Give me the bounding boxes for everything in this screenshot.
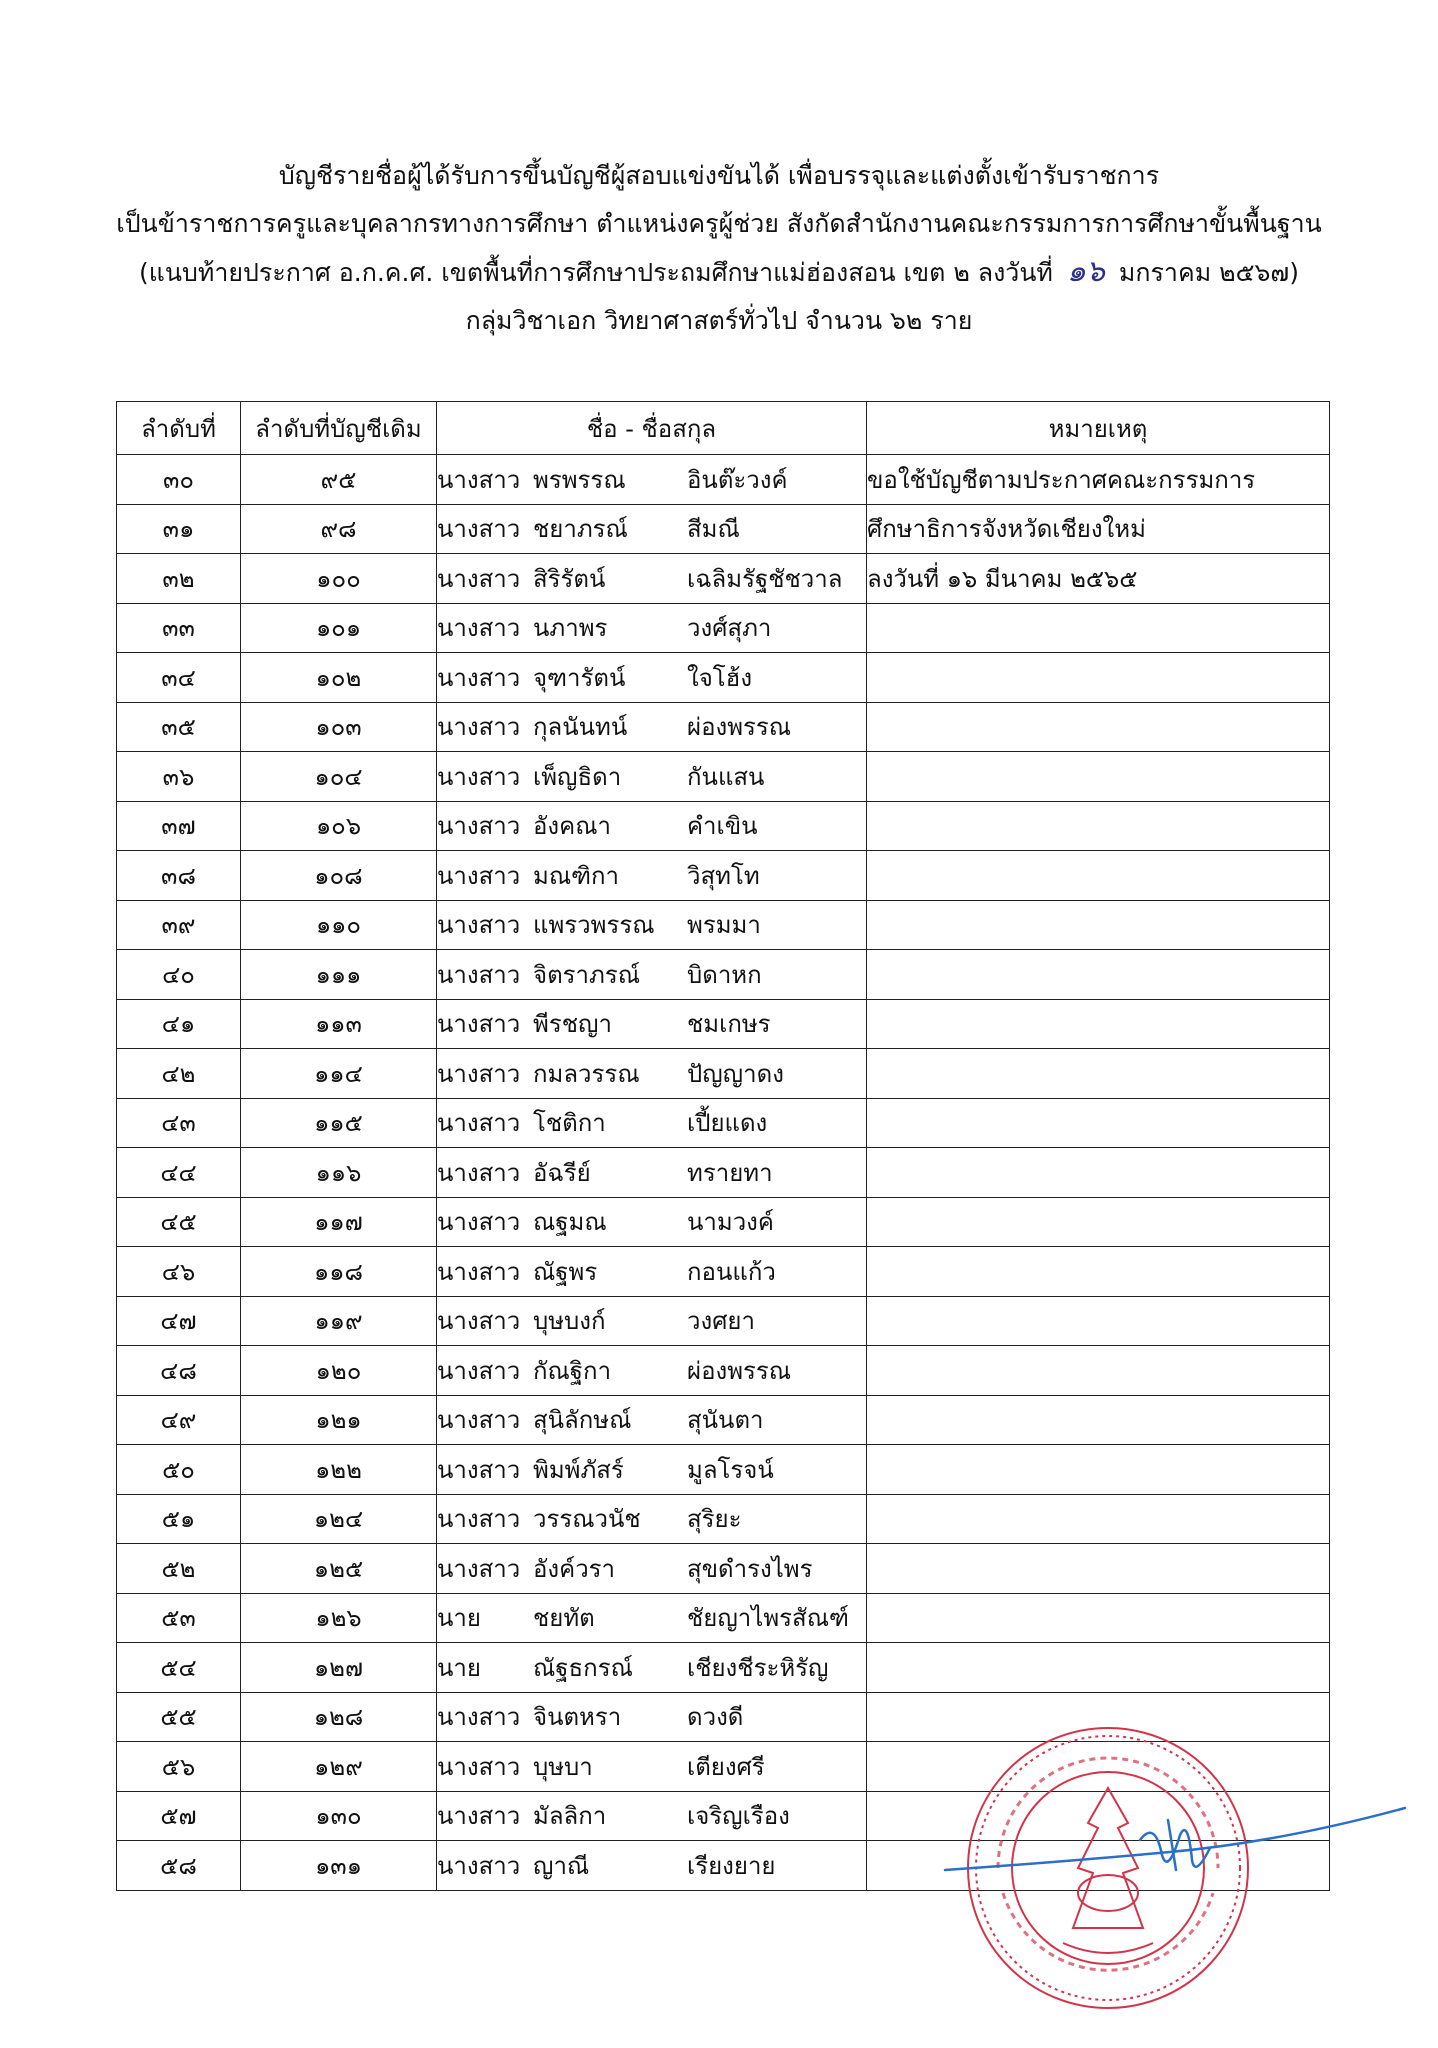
cell-name [437,455,867,505]
name-title: นางสาว [437,911,521,940]
cell-no: ๔๑ [117,999,241,1049]
last-name: ชัยญาไพรสัณฑ์ [687,1604,849,1633]
last-name: บิดาหก [687,960,762,989]
cell-name [437,999,867,1049]
name-title: นางสาว [437,1851,521,1880]
cell-remark [867,702,1330,752]
cell-original-no: ๑๐๐ [241,554,437,604]
table-row [117,1346,1330,1396]
name-title: นางสาว [437,1158,521,1187]
first-name: พิมพ์ภัสร์ [533,1455,624,1484]
name-title: นางสาว [437,465,521,494]
cell-name [437,1692,867,1742]
cell-original-no: ๑๑๗ [241,1197,437,1247]
cell-remark [867,1593,1330,1643]
last-name: ใจโฮ้ง [687,663,753,692]
cell-no: ๕๑ [117,1494,241,1544]
cell-original-no: ๑๒๐ [241,1346,437,1396]
column-header-remark: หมายเหตุ [867,402,1330,455]
cell-no: ๓๙ [117,900,241,950]
cell-name [437,1148,867,1198]
name-title: นาย [437,1604,481,1633]
header-line-4: กลุ่มวิชาเอก วิทยาศาสตร์ทั่วไป จำนวน ๖๒ ราย [465,306,973,335]
name-title: นางสาว [437,564,521,593]
cell-name [437,900,867,950]
table-row [117,1445,1330,1495]
first-name: ณฐมณ [533,1208,607,1237]
cell-no: ๓๗ [117,801,241,851]
cell-no: ๓๑ [117,504,241,554]
first-name: พีรชญา [533,1010,612,1039]
last-name: สุนันตา [687,1406,764,1435]
last-name: สุขดำรงไพร [687,1554,813,1583]
cell-remark [867,1346,1330,1396]
cell-original-no: ๑๒๒ [241,1445,437,1495]
last-name: พรมมา [687,911,761,940]
cell-original-no: ๑๒๖ [241,1593,437,1643]
table-row [117,603,1330,653]
cell-remark [867,1148,1330,1198]
table-row [117,1098,1330,1148]
first-name: กัณฐิกา [533,1356,612,1385]
name-title: นางสาว [437,1257,521,1286]
cell-name [437,1247,867,1297]
last-name: เตียงศรี [687,1752,765,1781]
last-name: กันแสน [687,762,765,791]
first-name: พรพรรณ [533,465,626,494]
name-title: นางสาว [437,1505,521,1534]
cell-no: ๔๘ [117,1346,241,1396]
cell-original-no: ๑๓๐ [241,1791,437,1841]
first-name: บุษบงก์ [533,1307,606,1336]
name-title: นางสาว [437,812,521,841]
cell-no: ๔๒ [117,1049,241,1099]
header-line-3-prefix: (แนบท้ายประกาศ อ.ก.ค.ศ. เขตพื้นที่การศึกษาประถมศึกษาแม่ฮ่องสอน เขต ๒ ลงวันที่ [139,258,1053,287]
cell-name [437,702,867,752]
name-title: นางสาว [437,1802,521,1831]
last-name: วงศยา [687,1307,755,1336]
last-name: ทรายทา [687,1158,773,1187]
cell-remark [867,1544,1330,1594]
cell-no: ๕๕ [117,1692,241,1742]
first-name: จิตราภรณ์ [533,960,640,989]
cell-no: ๔๔ [117,1148,241,1198]
name-title: นางสาว [437,1752,521,1781]
name-title: นางสาว [437,1010,521,1039]
cell-original-no: ๙๘ [241,504,437,554]
last-name: ดวงดี [687,1703,744,1732]
cell-no: ๔๙ [117,1395,241,1445]
cell-no: ๓๒ [117,554,241,604]
first-name: ญาณี [533,1851,590,1880]
cell-original-no: ๑๑๕ [241,1098,437,1148]
table-row [117,1395,1330,1445]
cell-remark [867,1395,1330,1445]
table-row [117,1643,1330,1693]
table-row [117,504,1330,554]
cell-original-no: ๑๒๑ [241,1395,437,1445]
cell-name [437,950,867,1000]
cell-remark [867,999,1330,1049]
cell-remark [867,653,1330,703]
cell-remark [867,1643,1330,1693]
table-row [117,1494,1330,1544]
cell-no: ๓๐ [117,455,241,505]
cell-remark [867,801,1330,851]
cell-remark [867,950,1330,1000]
cell-remark [867,752,1330,802]
table-row [117,900,1330,950]
cell-original-no: ๑๒๘ [241,1692,437,1742]
first-name: บุษบา [533,1752,593,1781]
cell-remark [867,900,1330,950]
table-body [117,455,1330,1891]
first-name: ณัฐธกรณ์ [533,1653,633,1682]
cell-remark [867,1247,1330,1297]
cell-no: ๓๖ [117,752,241,802]
cell-no: ๕๒ [117,1544,241,1594]
first-name: มัลลิกา [533,1802,607,1831]
first-name: เพ็ญธิดา [533,762,622,791]
cell-original-no: ๙๕ [241,455,437,505]
cell-no: ๕๖ [117,1742,241,1792]
cell-remark: ลงวันที่ ๑๖ มีนาคม ๒๕๖๕ [867,554,1330,604]
cell-name [437,1346,867,1396]
cell-name [437,1643,867,1693]
cell-no: ๔๐ [117,950,241,1000]
cell-no: ๔๗ [117,1296,241,1346]
last-name: คำเขิน [687,812,758,841]
cell-original-no: ๑๑๘ [241,1247,437,1297]
first-name: ชยาภรณ์ [533,515,628,544]
cell-name [437,1098,867,1148]
cell-remark [867,1296,1330,1346]
cell-no: ๕๘ [117,1841,241,1891]
cell-remark [867,851,1330,901]
last-name: อินต๊ะวงค์ [687,465,788,494]
first-name: อังคณา [533,812,611,841]
cell-name [437,801,867,851]
first-name: ชยทัต [533,1604,595,1633]
cell-remark [867,1098,1330,1148]
cell-no: ๕๔ [117,1643,241,1693]
header-line-2: เป็นข้าราชการครูและบุคลากรทางการศึกษา ตำแหน่งครูผู้ช่วย สังกัดสำนักงานคณะกรรมการการศึกษาขั้นพื้นฐาน [116,209,1322,238]
first-name: วรรณวนัช [533,1505,641,1534]
column-header-name: ชื่อ - ชื่อสกุล [437,402,867,455]
last-name: กอนแก้ว [687,1257,776,1286]
cell-no: ๓๓ [117,603,241,653]
first-name: นภาพร [533,614,608,643]
column-header-no: ลำดับที่ [117,402,241,455]
cell-name [437,1742,867,1792]
table-row [117,554,1330,604]
cell-remark [867,603,1330,653]
name-title: นางสาว [437,1554,521,1583]
cell-original-no: ๑๑๖ [241,1148,437,1198]
cell-no: ๔๓ [117,1098,241,1148]
cell-original-no: ๑๑๓ [241,999,437,1049]
cell-remark [867,1494,1330,1544]
last-name: วิสุทโท [687,861,760,890]
cell-name [437,752,867,802]
cell-no: ๔๖ [117,1247,241,1297]
header-handwritten-day: ๑๖ [1066,254,1105,289]
cell-original-no: ๑๑๔ [241,1049,437,1099]
cell-name [437,554,867,604]
name-title: นางสาว [437,1406,521,1435]
cell-no: ๕๗ [117,1791,241,1841]
last-name: เรียงยาย [687,1851,776,1880]
cell-name [437,1197,867,1247]
last-name: สีมณี [687,515,740,544]
cell-name [437,1494,867,1544]
cell-name [437,851,867,901]
cell-name [437,504,867,554]
cell-original-no: ๑๑๐ [241,900,437,950]
cell-original-no: ๑๐๔ [241,752,437,802]
name-title: นางสาว [437,960,521,989]
table-row [117,999,1330,1049]
header-line-3-suffix: มกราคม ๒๕๖๗) [1118,258,1299,287]
table-row [117,1049,1330,1099]
cell-original-no: ๑๐๑ [241,603,437,653]
last-name: ปัญญาดง [687,1059,784,1088]
first-name: อัฉรีย์ [533,1158,591,1187]
cell-name [437,1395,867,1445]
first-name: กุลนันทน์ [533,713,628,742]
table-row [117,752,1330,802]
cell-name [437,653,867,703]
name-title: นางสาว [437,1455,521,1484]
last-name: เชียงชีระหิรัญ [687,1653,829,1682]
table-header-row [117,402,1330,455]
cell-original-no: ๑๐๖ [241,801,437,851]
last-name: สุริยะ [687,1505,742,1534]
cell-original-no: ๑๑๙ [241,1296,437,1346]
cell-no: ๕๓ [117,1593,241,1643]
cell-original-no: ๑๐๓ [241,702,437,752]
cell-original-no: ๑๒๗ [241,1643,437,1693]
cell-original-no: ๑๓๑ [241,1841,437,1891]
document-header [0,152,1438,345]
cell-name [437,1544,867,1594]
table-row [117,1197,1330,1247]
first-name: จินตหรา [533,1703,622,1732]
cell-no: ๓๔ [117,653,241,703]
cell-name [437,1049,867,1099]
name-title: นางสาว [437,861,521,890]
header-line-3 [0,248,1438,297]
signature-icon [940,1800,1410,1890]
last-name: เปี้ยแดง [687,1109,768,1138]
cell-name [437,1296,867,1346]
cell-original-no: ๑๑๑ [241,950,437,1000]
name-title: นางสาว [437,614,521,643]
name-title: นางสาว [437,1307,521,1336]
cell-original-no: ๑๐๒ [241,653,437,703]
cell-name [437,603,867,653]
cell-remark: ขอใช้บัญชีตามประกาศคณะกรรมการ [867,455,1330,505]
cell-remark: ศึกษาธิการจังหวัดเชียงใหม่ [867,504,1330,554]
name-title: นางสาว [437,1208,521,1237]
table-row [117,950,1330,1000]
last-name: มูลโรจน์ [687,1455,774,1484]
last-name: วงศ์สุภา [687,614,772,643]
cell-remark [867,1049,1330,1099]
name-title: นางสาว [437,1059,521,1088]
table-row [117,1593,1330,1643]
last-name: ผ่องพรรณ [687,713,792,742]
first-name: แพรวพรรณ [533,911,655,940]
first-name: สุนิลักษณ์ [533,1406,632,1435]
name-title: นางสาว [437,515,521,544]
last-name: ผ่องพรรณ [687,1356,792,1385]
name-title: นางสาว [437,663,521,692]
name-title: นางสาว [437,762,521,791]
cell-no: ๓๕ [117,702,241,752]
header-line-1: บัญชีรายชื่อผู้ได้รับการขึ้นบัญชีผู้สอบแข่งขันได้ เพื่อบรรจุและแต่งตั้งเข้ารับราชการ [278,161,1160,190]
candidate-table [116,401,1330,1891]
table-row [117,455,1330,505]
cell-name [437,1445,867,1495]
table-row [117,702,1330,752]
name-title: นางสาว [437,1109,521,1138]
cell-original-no: ๑๐๘ [241,851,437,901]
last-name: นามวงค์ [687,1208,774,1237]
column-header-original-no: ลำดับที่บัญชีเดิม [241,402,437,455]
cell-no: ๔๕ [117,1197,241,1247]
name-title: นางสาว [437,713,521,742]
name-title: นางสาว [437,1356,521,1385]
name-title: นาย [437,1653,481,1682]
last-name: เจริญเรือง [687,1802,790,1831]
table-row [117,801,1330,851]
last-name: เฉลิมรัฐชัชวาล [687,564,843,593]
table-row [117,851,1330,901]
last-name: ชมเกษร [687,1010,771,1039]
table-row [117,1544,1330,1594]
name-title: นางสาว [437,1703,521,1732]
cell-original-no: ๑๒๙ [241,1742,437,1792]
cell-remark [867,1197,1330,1247]
table-row [117,653,1330,703]
cell-no: ๓๘ [117,851,241,901]
first-name: มณฑิกา [533,861,620,890]
first-name: ณัฐพร [533,1257,598,1286]
table-row [117,1296,1330,1346]
first-name: กมลวรรณ [533,1059,640,1088]
cell-no: ๕๐ [117,1445,241,1495]
table-row [117,1148,1330,1198]
first-name: สิริรัตน์ [533,564,606,593]
cell-name [437,1593,867,1643]
first-name: จุฑารัตน์ [533,663,626,692]
table-row [117,1247,1330,1297]
cell-original-no: ๑๒๕ [241,1544,437,1594]
cell-remark [867,1445,1330,1495]
first-name: โชติกา [533,1109,606,1138]
first-name: อังค์วรา [533,1554,616,1583]
cell-name [437,1791,867,1841]
cell-name [437,1841,867,1891]
cell-original-no: ๑๒๔ [241,1494,437,1544]
